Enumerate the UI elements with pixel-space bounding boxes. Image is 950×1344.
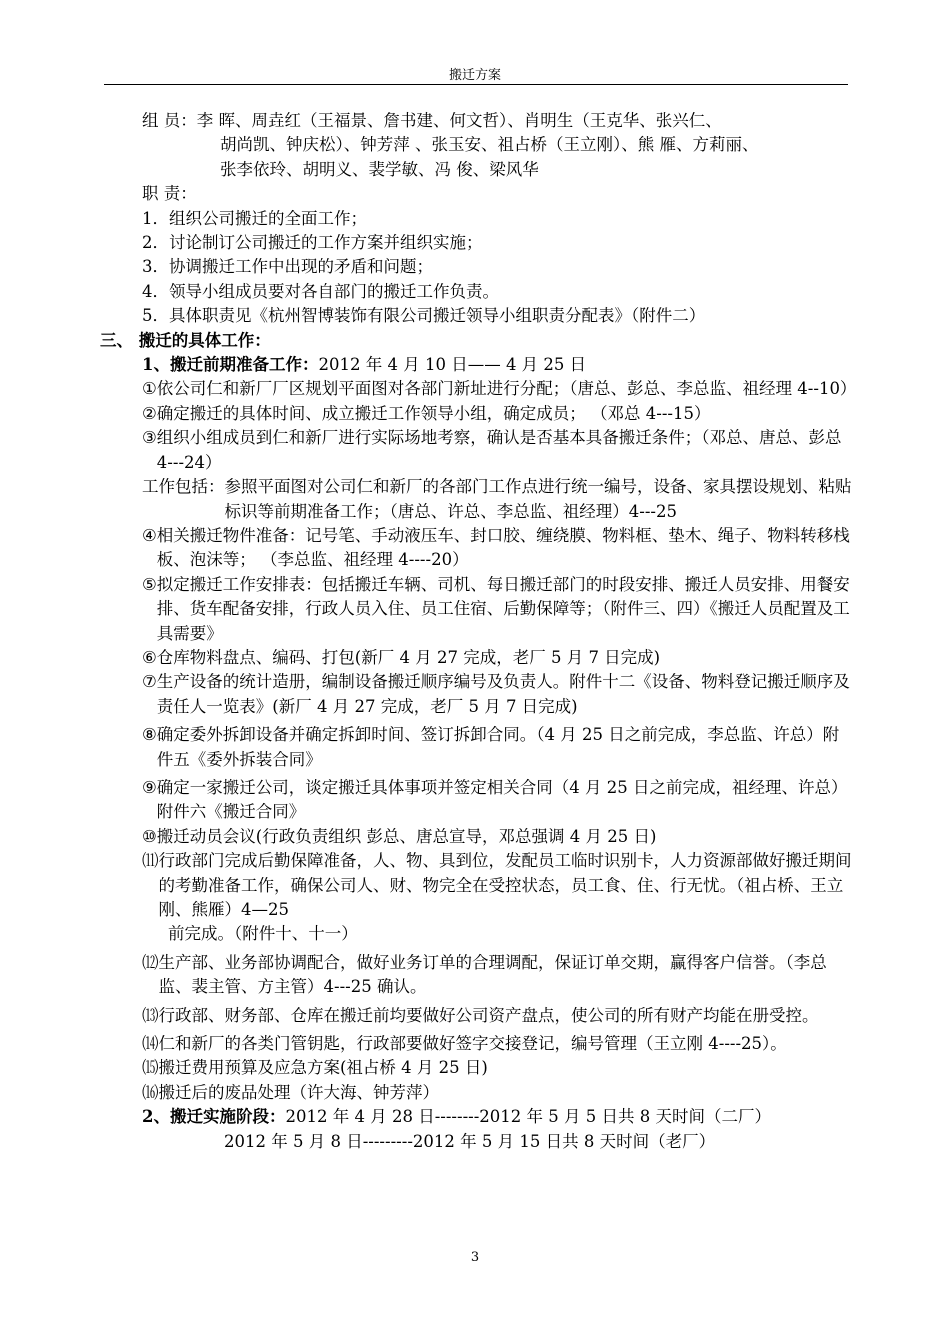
duty-item: 5．具体职责见《杭州智博装饰有限公司搬迁领导小组职责分配表》（附件二） (142, 306, 706, 326)
task-number: ⒁ (142, 1034, 159, 1054)
task-number: ⑧ (142, 725, 157, 745)
task-text: 依公司仁和新厂厂区规划平面图对各部门新址进行分配；（唐总、彭总、李总监、祖经理 4--10） (156, 379, 857, 399)
phase1-title: 1、搬迁前期准备工作： (142, 355, 319, 375)
duty-item: 4．领导小组成员要对各自部门的搬迁工作负责。 (142, 281, 499, 301)
task-text: 生产部、业务部协调配合，做好业务订单的合理调配，保证订单交期，赢得客户信誉。（李总监、裴主管、方主管）4---25 确认。 (158, 952, 827, 997)
task-number: ⑾ (142, 851, 159, 871)
task-text: 生产设备的统计造册，编制设备搬迁顺序编号及负责人。附件十二《设备、物料登记搬迁顺序及责任人一览表》(新厂 4 月 27 完成，老厂 5 月 7 日完成) (156, 672, 850, 716)
task-item (100, 825, 852, 849)
task-text: 确定一家搬迁公司，谈定搬迁具体事项并签定相关合同（4 月 25 日之前完成，祖经理、许总）附件六《搬迁合同》 (156, 777, 848, 822)
task-number: ⒃ (142, 1082, 159, 1102)
task-item (100, 646, 852, 670)
task-text: 拟定搬迁工作安排表：包括搬迁车辆、司机、每日搬迁部门的时段安排、搬迁人员安排、用餐安排、货车配备安排，行政人员入住、员工住宿、后勤保障等；（附件三、四）《搬迁人员配置及工具需要》 (156, 574, 850, 643)
task-text: 组织小组成员到仁和新厂进行实际场地考察，确认是否基本具备搬迁条件；（邓总、唐总、彭总 4---24） (156, 428, 842, 472)
duty-item: 3．协调搬迁工作中出现的矛盾和问题； (142, 257, 433, 277)
phase2-title: 2、搬迁实施阶段： (142, 1107, 286, 1127)
task-item (100, 951, 852, 1000)
work-include-label: 工作包括： (142, 477, 225, 497)
members-label: 组 员： (142, 111, 197, 130)
task-number: ① (142, 379, 157, 399)
task-text: 行政部门完成后勤保障准备，人、物、具到位，发配员工临时识别卡，人力资源部做好搬迁期间的考勤准备工作，确保公司人、财、物完全在受控状态，员工食、住、行无忧。（祖占桥、王立刚、熊雁）4—25 (158, 851, 852, 919)
duty-item: 1．组织公司搬迁的全面工作； (142, 208, 367, 228)
task-item (100, 426, 852, 475)
task-text: 行政部、财务部、仓库在搬迁前均要做好公司资产盘点，使公司的所有财产均能在册受控。 (158, 1005, 819, 1025)
task-continuation: 前完成。（附件十、十一） (168, 924, 358, 944)
task-text: 确定委外拆卸设备并确定拆卸时间、签订拆卸合同。（4 月 25 日之前完成，李总监、许总）附件五《委外拆装合同》 (156, 725, 840, 769)
task-item (100, 1004, 852, 1028)
task-item (100, 849, 852, 922)
duty-item: 2．讨论制订公司搬迁的工作方案并组织实施； (142, 233, 483, 253)
task-number: ⒀ (142, 1005, 159, 1025)
task-number: ⑩ (142, 826, 157, 846)
duties-label: 职 责： (142, 184, 197, 204)
phase2-line-1: 2012 年 4 月 28 日--------2012 年 5 月 5 日共 8 天时间（二厂） (285, 1107, 771, 1127)
section-heading: 三、 搬迁的具体工作： (100, 330, 271, 350)
header-divider (104, 84, 848, 85)
work-include-text: 参照平面图对公司仁和新厂的各部门工作点进行统一编号，设备、家具摆设规划、粘贴标识等前期准备工作；（唐总、许总、李总监、祖经理）4---25 (224, 477, 852, 521)
task-item (100, 1056, 852, 1080)
task-item (100, 1081, 852, 1105)
task-number: ② (142, 403, 157, 423)
task-number: ⑿ (142, 952, 159, 972)
phase2-heading (100, 1105, 852, 1129)
members-line-2: 胡尚凯、钟庆松）、钟芳萍 、张玉安、祖占桥（王立刚）、熊 雁、方莉丽、 (220, 135, 759, 155)
task-number: ⒂ (142, 1058, 159, 1078)
task-text: 仁和新厂的各类门管钥匙，行政部要做好签字交接登记，编号管理（王立刚 4----25）。 (158, 1034, 787, 1054)
members-line-1: 李 晖、周垚红（王福景、詹书建、何文哲）、肖明生（王克华、张兴仁、 (196, 111, 722, 130)
task-item (100, 402, 852, 426)
task-item (100, 377, 857, 401)
task-text: 相关搬迁物件准备：记号笔、手动液压车、封口胶、缠绕膜、物料框、垫木、绳子、物料转移栈板、泡沫等； （李总监、祖经理 4----20） (156, 525, 850, 570)
task-text: 搬迁费用预算及应急方案(祖占桥 4 月 25 日) (158, 1058, 488, 1078)
members-line-3: 张李依玲、胡明义、裴学敏、冯 俊、梁风华 (220, 159, 539, 179)
task-item (100, 573, 852, 646)
task-item (100, 524, 852, 573)
task-text: 搬迁后的废品处理（许大海、钟芳萍） (158, 1082, 439, 1102)
task-text: 确定搬迁的具体时间、成立搬迁工作领导小组，确定成员； （邓总 4---15） (156, 403, 711, 423)
phase1-date: 2012 年 4 月 10 日—— 4 月 25 日 (318, 355, 587, 375)
phase2-line-2: 2012 年 5 月 8 日---------2012 年 5 月 15 日共 8 天时间（老厂） (224, 1131, 716, 1151)
task-text: 仓库物料盘点、编码、打包(新厂 4 月 27 完成，老厂 5 月 7 日完成) (156, 647, 661, 667)
task-item (100, 776, 852, 825)
task-number: ⑨ (142, 777, 157, 797)
phase1-heading (100, 353, 852, 377)
task-text: 搬迁动员会议(行政负责组织 彭总、唐总宣导，邓总强调 4 月 25 日) (156, 826, 657, 846)
task-item (100, 723, 852, 772)
task-number: ③ (142, 428, 157, 448)
task-number: ④ (142, 525, 157, 545)
document-body (100, 109, 857, 1154)
task-item (100, 1032, 852, 1056)
members-paragraph (100, 109, 852, 133)
page-number: 3 (470, 1250, 480, 1265)
work-include-paragraph (100, 475, 852, 524)
task-item (100, 670, 852, 719)
task-number: ⑤ (142, 574, 157, 594)
task-number: ⑥ (142, 647, 157, 667)
task-number: ⑦ (142, 672, 157, 692)
page-header-title: 搬迁方案 (448, 68, 501, 83)
